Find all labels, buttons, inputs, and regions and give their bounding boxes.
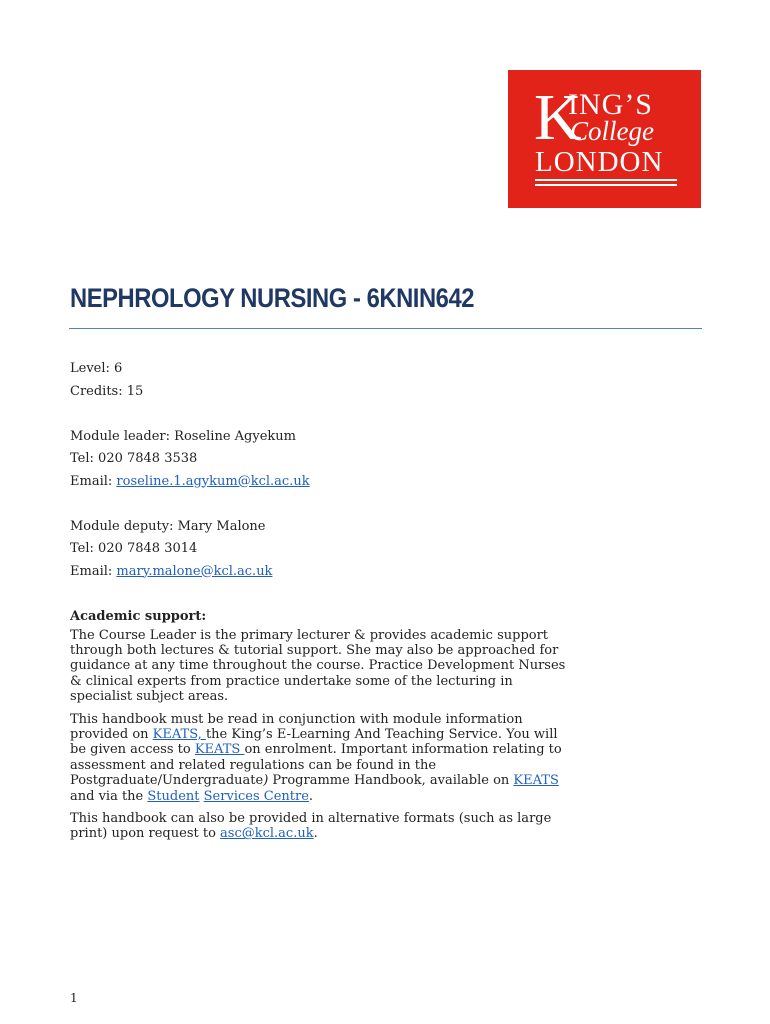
academic-support-heading: Academic support: (70, 608, 207, 624)
deputy-tel-label: Tel: (70, 541, 94, 556)
leader-tel-label: Tel: (70, 451, 94, 466)
leader-name: Roseline Agyekum (174, 428, 296, 444)
logo-rule-bottom (535, 184, 677, 186)
p2-text-2: the King’s E-Learning And Teaching Service. You will be given access to (70, 726, 558, 758)
p3-text-2: . (313, 826, 318, 842)
support-paragraph-1: The Course Leader is the primary lecturer & provides academic support through both lectures & tutorial support. She may also be approached for guidance at any time throughout the course. Practice Development Nurses & clinical experts from practice undertake some of the lecturing in specialist subject areas. (70, 627, 566, 705)
logo-k: K (534, 81, 580, 154)
p2-text-3: on enrolment. Important information relating to assessment and related regulations can be found in the Postgraduate/Undergraduate (70, 742, 562, 789)
deputy-email-link[interactable]: mary.malone@kcl.ac.uk (116, 563, 273, 579)
keats-link-2[interactable]: KEATS (194, 742, 245, 758)
logo-rule-top (535, 179, 677, 181)
module-info (70, 358, 570, 849)
p3-text-1: This handbook can also be provided in alternative formats (such as large print) upon request to (70, 810, 552, 842)
page-number: 1 (70, 991, 78, 1005)
deputy-email-line (70, 561, 570, 584)
support-paragraph-2 (70, 712, 570, 804)
deputy-role-label: Module deputy: (70, 518, 174, 534)
logo-london: LONDON (535, 146, 664, 178)
leader-role-label: Module leader: (70, 428, 171, 444)
p2-text-3-italic: ) (263, 773, 269, 789)
level-label: Level: (70, 361, 110, 376)
deputy-tel: 020 7848 3014 (98, 541, 198, 556)
credits-label: Credits: (70, 383, 123, 399)
credits-line (70, 381, 570, 404)
keats-link-1[interactable]: KEATS, (152, 726, 206, 742)
leader-line (70, 426, 570, 449)
p2-text-7: . (308, 788, 314, 804)
page-title: NEPHROLOGY NURSING - 6KNIN642 (70, 283, 475, 313)
title-underline (69, 328, 702, 329)
student-link[interactable]: Student (147, 788, 200, 804)
logo-college: College (570, 116, 654, 146)
p2-text-1: This handbook must be read in conjunction with module information provided on (70, 711, 523, 742)
logo-ings: ING’S (568, 88, 653, 121)
leader-email-label: Email: (70, 473, 113, 489)
services-centre-link[interactable]: Services Centre (203, 788, 309, 804)
deputy-line (70, 516, 570, 539)
deputy-name: Mary Malone (177, 518, 266, 534)
keats-link-3[interactable]: KEATS (513, 773, 559, 789)
level-line (70, 358, 570, 381)
leader-email-line (70, 471, 570, 494)
kings-college-london-logo (508, 70, 701, 208)
credits-value: 15 (126, 383, 144, 399)
leader-tel: 020 7848 3538 (98, 451, 198, 466)
leader-email-link[interactable]: roseline.1.agykum@kcl.ac.uk (116, 473, 310, 489)
level-value: 6 (114, 361, 123, 376)
asc-email-link[interactable]: asc@kcl.ac.uk (220, 826, 314, 842)
leader-tel-line (70, 448, 570, 471)
deputy-tel-line (70, 538, 570, 561)
support-paragraph-3 (70, 811, 570, 842)
p2-text-5: and via the (70, 788, 148, 804)
p2-text-4: Programme Handbook, available on (268, 773, 514, 789)
deputy-email-label: Email: (70, 563, 113, 579)
